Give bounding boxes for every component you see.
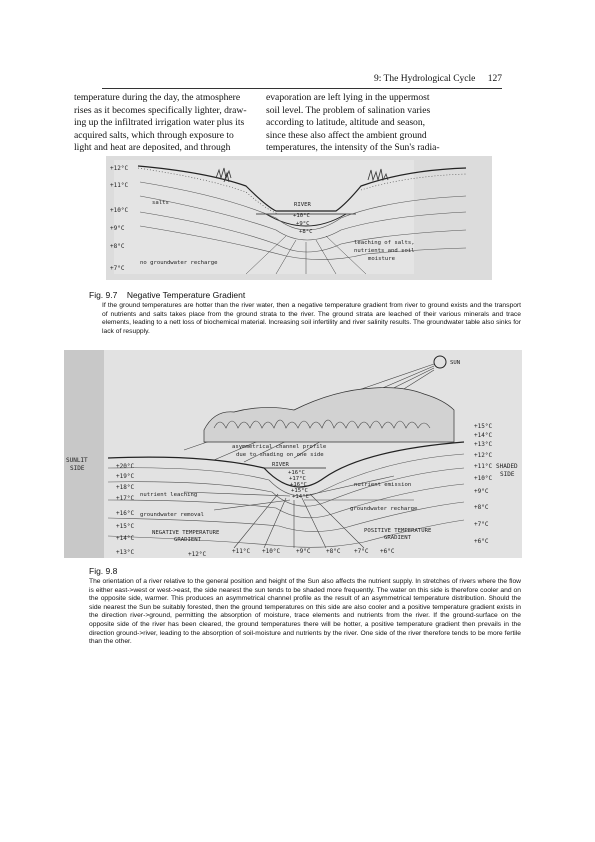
header-page-number: 127 (487, 74, 502, 84)
leaching-label: moisture (368, 256, 395, 262)
caption-label: Fig. 9.8 (89, 566, 118, 576)
river-label: RIVER (294, 202, 311, 208)
temperature-label: +10°C (110, 207, 129, 214)
temperature-label: +6°C (474, 538, 489, 545)
temperature-label: +10°C (474, 475, 493, 482)
temperature-label: +9°C (296, 548, 311, 555)
text-line: rises as it becomes specifically lighter, draw- (74, 104, 247, 116)
temperature-label: +12°C (474, 452, 493, 459)
temperature-label: +7°C (474, 521, 489, 528)
temperature-label: +20°C (116, 463, 135, 470)
text-column-left (74, 92, 264, 155)
text-line: temperatures, the intensity of the Sun's radia- (266, 142, 440, 154)
caption-label: Fig. 9.7 (89, 290, 118, 300)
temperature-label: +13°C (116, 549, 135, 556)
text-line: since these also affect the ambient ground (266, 129, 427, 141)
temperature-label: +8°C (110, 243, 125, 250)
temperature-label: +7°C (354, 548, 369, 555)
shaded-side-label: SHADED (496, 463, 518, 470)
temperature-label: +15°C (474, 423, 493, 430)
asymmetrical-profile-label: asymmetrical channel profile (232, 444, 327, 450)
temperature-label: +11°C (474, 463, 493, 470)
text-line: light and heat are deposited, and through (74, 142, 231, 154)
running-header (102, 74, 502, 89)
positive-gradient-label: POSITIVE TEMPERATURE (364, 528, 432, 534)
river-label: RIVER (272, 462, 289, 468)
river-temperature: +9°C (296, 221, 310, 227)
river-temperature: +15°C (291, 488, 308, 494)
caption-title: Negative Temperature Gradient (126, 290, 246, 300)
temperature-label: +14°C (474, 432, 493, 439)
temperature-label: +8°C (474, 504, 489, 511)
text-line: soil level. The problem of salination varies (266, 104, 431, 116)
temperature-label: +6°C (380, 548, 395, 555)
river-temperature: +8°C (299, 229, 313, 235)
river-temperature: +14°C (292, 494, 309, 500)
temperature-label: +11°C (110, 182, 129, 189)
text-line: temperature during the day, the atmosphere (74, 92, 241, 103)
groundwater-recharge-label: groundwater recharge (350, 506, 418, 512)
text-line: evaporation are left lying in the uppermost (266, 92, 430, 103)
temperature-label: +9°C (474, 488, 489, 495)
temperature-label: +12°C (110, 165, 129, 172)
river-temperature: +16°C (290, 482, 307, 488)
asymmetrical-profile-label: due to shading on one side (236, 452, 324, 458)
positive-gradient-label: GRADIENT (384, 535, 411, 541)
sunlit-side-label: SUNLIT (66, 457, 88, 464)
river-temperature: +17°C (289, 476, 306, 482)
negative-gradient-label: NEGATIVE TEMPERATURE (152, 530, 220, 536)
leaching-label: nutrients and soil (354, 248, 415, 254)
text-line: according to latitude, altitude and season, (266, 117, 426, 129)
temperature-label: +12°C (188, 551, 207, 558)
temperature-label: +11°C (232, 548, 251, 555)
caption-title-line (89, 290, 521, 300)
groundwater-removal-label: groundwater removal (140, 512, 204, 518)
sunlit-side-label: SIDE (70, 465, 85, 472)
temperature-label: +15°C (116, 523, 135, 530)
temperature-label: +9°C (110, 225, 125, 232)
figure-9-8-caption (89, 566, 521, 647)
caption-text: The orientation of a river relative to the general position and height of the Sun also affects the nutrient supply. In stretches of rivers where the flow is either east->west or west->east, the side nearest the sun tends to be shaded more frequently. The water on this side is therefore cooler and on the opposite side, warmer. This produces an asymmetrical channel profile as the result of an asymmetrical temperature distribution. Should the side nearest the Sun be suitably forested, then the ground temperatures on this side are also cooler and a positive temperature gradient exists in the direction river->ground, permitting the absorption of moisture, trace elements and nutrients from the river. If the ground-surface on the opposite side of the river has been cleared, the ground temperatures there will be hotter, a positive temperature gradient then prevails in the direction ground->river, leading to the absorption of soil-moisture and nutrients by the river. One side of the river therefore tends to be more fertile than the other. (89, 578, 521, 646)
text-line: ing up the infiltrated irrigation water plus its (74, 117, 245, 129)
shaded-side-label: SIDE (500, 471, 515, 478)
river-temperature: +16°C (288, 470, 305, 476)
salts-label: salts (152, 200, 169, 206)
figure-9-7-diagram (106, 156, 492, 280)
caption-text: If the ground temperatures are hotter than the river water, then a negative temperature gradient from river to ground exists and the transport of nutrients and salts takes place from the ground strata to the river. The ground strata are leached of their various minerals and trace elements, leading to a nett loss of biochemical material. Increasing soil infertility and river salinity results. The groundwater table also sinks for lack of resupply. (102, 302, 521, 335)
river-temperature: +10°C (293, 213, 310, 219)
sun-label: SUN (450, 360, 461, 366)
temperature-label: +8°C (326, 548, 341, 555)
temperature-label: +19°C (116, 473, 135, 480)
temperature-label: +16°C (116, 510, 135, 517)
figure-9-8-diagram (64, 350, 522, 558)
temperature-label: +7°C (110, 265, 125, 272)
temperature-label: +17°C (116, 495, 135, 502)
no-recharge-label: no groundwater recharge (140, 260, 218, 266)
nutrient-emission-label: nutrient emission (354, 482, 412, 488)
temperature-label: +13°C (474, 441, 493, 448)
temperature-label: +10°C (262, 548, 281, 555)
temperature-label: +18°C (116, 484, 135, 491)
figure-9-7-caption (89, 290, 521, 336)
temperature-label: +14°C (116, 535, 135, 542)
nutrient-leaching-label: nutrient leaching (140, 492, 198, 498)
leaching-label: leaching of salts, (354, 240, 415, 246)
negative-gradient-label: GRADIENT (174, 537, 201, 543)
text-column-right (266, 92, 458, 155)
text-line: acquired salts, which through exposure to (74, 129, 234, 141)
header-section: 9: The Hydrological Cycle (373, 74, 476, 84)
